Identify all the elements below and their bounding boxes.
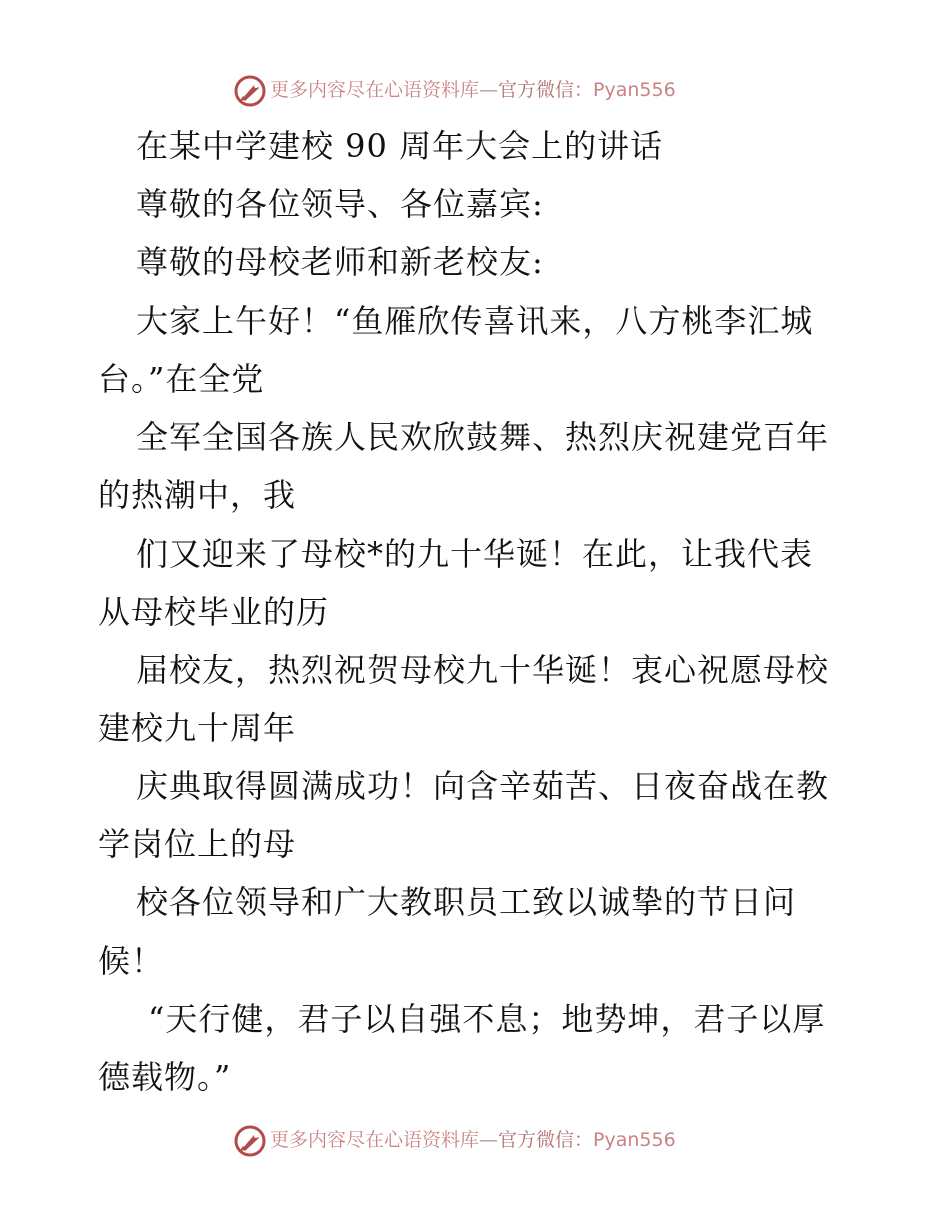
header-watermark <box>0 70 950 110</box>
text-line: 从母校毕业的历 <box>98 593 330 631</box>
text-line: 建校九十周年 <box>98 709 297 747</box>
text-line: 的热潮中，我 <box>98 476 297 514</box>
watermark-dash: — <box>479 79 499 101</box>
text-line: 学岗位上的母 <box>98 825 297 863</box>
watermark-brand: 更多内容尽在心语资料库 <box>270 1129 480 1151</box>
text-line: 尊敬的各位领导、各位嘉宾: <box>136 185 544 223</box>
text-line: 尊敬的母校老师和新老校友: <box>136 243 544 281</box>
watermark-wechat-label: 官方微信： <box>498 79 594 101</box>
text-line: 大家上午好！“鱼雁欣传喜讯来，八方桃李汇城 <box>136 302 814 340</box>
document-title: 在某中学建校 90 周年大会上的讲话 <box>136 127 664 165</box>
watermark-wechat-label: 官方微信： <box>498 1129 594 1151</box>
pen-nib-logo-icon <box>233 74 267 108</box>
text-line: 候！ <box>98 942 165 980</box>
text-line: 德载物。” <box>98 1058 232 1096</box>
text-line: 校各位领导和广大教职员工致以诚挚的节日问 <box>136 883 797 921</box>
watermark-wechat-id: Pyan556 <box>593 1129 676 1151</box>
text-line: 庆典取得圆满成功！向含辛茹苦、日夜奋战在教 <box>136 767 830 805</box>
watermark-brand: 更多内容尽在心语资料库 <box>270 79 480 101</box>
text-line: 们又迎来了母校*的九十华诞！在此，让我代表 <box>136 535 814 573</box>
pen-nib-logo-icon <box>233 1124 267 1158</box>
footer-watermark <box>0 1120 950 1160</box>
watermark-dash: — <box>479 1129 499 1151</box>
watermark-text <box>270 1128 676 1152</box>
text-line: 全军全国各族人民欢欣鼓舞、热烈庆祝建党百年 <box>136 418 830 456</box>
text-line: 届校友，热烈祝贺母校九十华诞！衷心祝愿母校 <box>136 651 830 689</box>
text-line: 台。”在全党 <box>98 360 265 398</box>
watermark-wechat-id: Pyan556 <box>593 79 676 101</box>
text-line: “天行健，君子以自强不息；地势坤，君子以厚 <box>148 1000 826 1038</box>
watermark-text <box>270 78 676 102</box>
